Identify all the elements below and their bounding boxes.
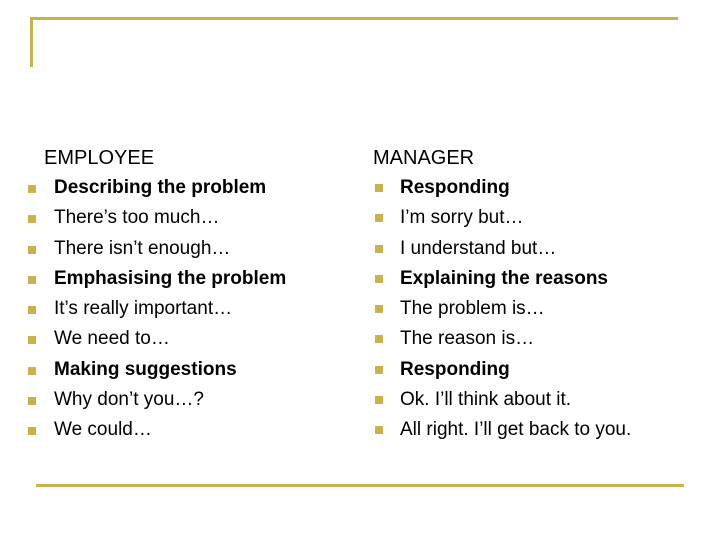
square-bullet-icon (28, 276, 36, 284)
employee-phrase-list (28, 173, 348, 446)
list-item-text: There isn’t enough… (54, 237, 231, 259)
list-item-text: The problem is… (400, 298, 545, 320)
square-bullet-icon (28, 306, 36, 314)
square-bullet-icon (375, 214, 383, 222)
list-item (371, 234, 691, 264)
frame-top-rule (30, 17, 678, 20)
square-bullet-icon (375, 335, 383, 343)
list-item-text: I’m sorry but… (400, 207, 524, 229)
list-item (28, 294, 348, 324)
list-item-text: We need to… (54, 328, 170, 350)
list-item (28, 415, 348, 445)
list-item (28, 385, 348, 415)
manager-column (371, 143, 691, 446)
square-bullet-icon (375, 396, 383, 404)
square-bullet-icon (375, 305, 383, 313)
square-bullet-icon (28, 367, 36, 375)
square-bullet-icon (28, 246, 36, 254)
square-bullet-icon (375, 426, 383, 434)
list-item (371, 203, 691, 233)
employee-column (28, 143, 348, 446)
square-bullet-icon (28, 336, 36, 344)
list-item-text: It’s really important… (54, 298, 233, 320)
list-item-text: Emphasising the problem (54, 267, 287, 289)
list-item (28, 324, 348, 354)
square-bullet-icon (28, 185, 36, 193)
square-bullet-icon (28, 215, 36, 223)
square-bullet-icon (28, 427, 36, 435)
square-bullet-icon (375, 366, 383, 374)
list-item-text: We could… (54, 419, 152, 441)
list-item (371, 173, 691, 203)
list-item (28, 234, 348, 264)
list-item (371, 324, 691, 354)
list-item (28, 173, 348, 203)
square-bullet-icon (28, 397, 36, 405)
list-item-text: I understand but… (400, 237, 557, 259)
square-bullet-icon (375, 245, 383, 253)
list-item-text: Responding (400, 358, 510, 380)
list-item-text: Responding (400, 177, 510, 198)
manager-phrase-list (371, 173, 691, 446)
list-item-text: Explaining the reasons (400, 267, 608, 289)
list-item-text: There’s too much… (54, 207, 220, 229)
list-item (28, 355, 348, 385)
list-item (371, 264, 691, 294)
list-item-text: The reason is… (400, 328, 535, 350)
list-item (28, 203, 348, 233)
list-item (371, 294, 691, 324)
employee-heading: EMPLOYEE (44, 147, 155, 169)
list-item-text: Describing the problem (54, 177, 267, 198)
list-item (371, 415, 691, 445)
list-item (371, 385, 691, 415)
list-item-text: Ok. I’ll think about it. (400, 389, 572, 411)
list-item (371, 355, 691, 385)
list-item-text: Making suggestions (54, 358, 237, 380)
frame-left-rule (30, 17, 33, 67)
square-bullet-icon (375, 184, 383, 192)
manager-heading: MANAGER (373, 147, 475, 169)
list-item-text: Why don’t you…? (54, 389, 204, 411)
square-bullet-icon (375, 275, 383, 283)
list-item (28, 264, 348, 294)
frame-bottom-rule (36, 484, 684, 487)
list-item-text: All right. I’ll get back to you. (400, 419, 632, 441)
